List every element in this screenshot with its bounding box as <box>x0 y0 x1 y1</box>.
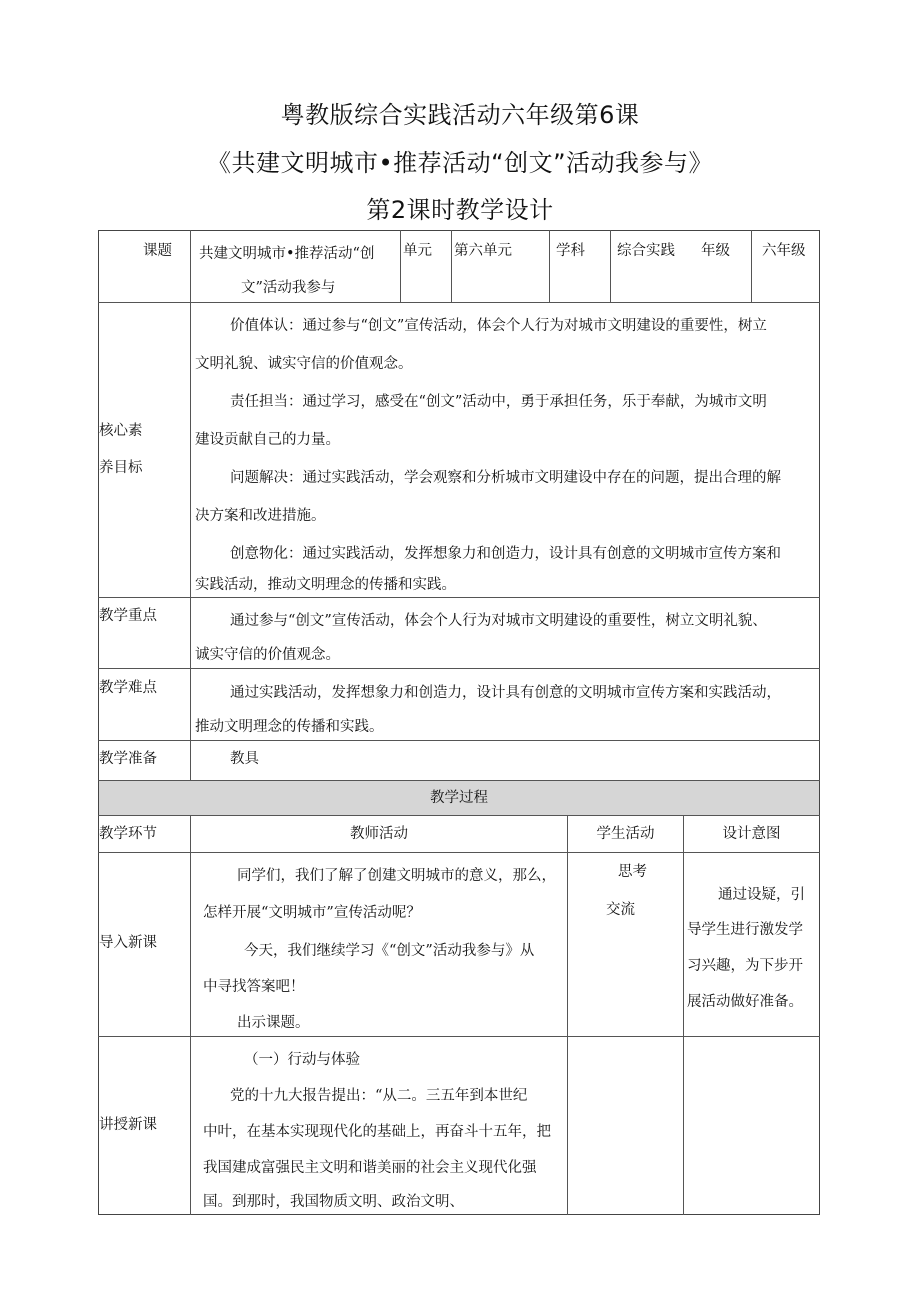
col-rule <box>610 230 611 302</box>
row-rule <box>98 302 820 303</box>
intro-intent-line: 习兴趣，为下步开 <box>687 958 803 974</box>
intro-teacher-line: 怎样开展“文明城市”宣传活动呢？ <box>203 905 421 921</box>
intro-stage: 导入新课 <box>99 935 157 951</box>
prep-label: 教学准备 <box>99 751 157 767</box>
document-title-line2: 《共建文明城市•推荐活动“创文”活动我参与》 <box>206 149 714 177</box>
col-header-teacher: 教师活动 <box>350 826 408 842</box>
col-rule <box>549 230 550 302</box>
core-label-line2: 养目标 <box>99 460 143 476</box>
lecture-teacher-line: （一）行动与体验 <box>244 1052 360 1068</box>
subject-value: 综合实践 <box>617 243 675 259</box>
core-goal-line: 建设贡献自己的力量。 <box>195 432 340 448</box>
intro-teacher-line: 出示课题。 <box>237 1015 310 1031</box>
document-title-line3: 第2课时教学设计 <box>366 196 554 224</box>
col-rule <box>190 230 191 302</box>
intro-student-line2: 交流 <box>606 902 635 918</box>
label-topic: 课题 <box>143 243 172 259</box>
label-subject: 学科 <box>556 243 585 259</box>
topic-value-line2: 文”活动我参与 <box>241 280 336 296</box>
core-goal-line: 责任担当：通过学习，感受在“创文”活动中，勇于承担任务，乐于奉献，为城市文明 <box>230 394 767 410</box>
intro-intent-line: 通过设疑，引 <box>718 887 805 903</box>
process-banner: 教学过程 <box>430 790 488 806</box>
grade-value: 六年级 <box>762 243 806 259</box>
col-rule <box>751 230 752 302</box>
core-goal-line: 决方案和改进措施。 <box>195 508 326 524</box>
col-rule <box>451 230 452 302</box>
core-goal-line: 实践活动，推动文明理念的传播和实践。 <box>195 577 456 593</box>
lecture-teacher-line: 国。到那时，我国物质文明、政治文明、 <box>203 1194 464 1210</box>
col-rule <box>400 230 401 302</box>
key-point-label: 教学重点 <box>99 608 157 624</box>
core-goal-line: 问题解决：通过实践活动，学会观察和分析城市文明建设中存在的问题，提出合理的解 <box>230 470 781 486</box>
col-rule <box>190 815 191 1215</box>
lecture-teacher-line: 党的十九大报告提出：“从二。三五年到本世纪 <box>230 1088 528 1104</box>
intro-intent-line: 导学生进行激发学 <box>687 922 803 938</box>
lecture-teacher-line: 中叶，在基本实现现代化的基础上，再奋斗十五年，把 <box>203 1124 551 1140</box>
intro-teacher-line: 中寻找答案吧！ <box>203 979 305 995</box>
core-label-line1: 核心素 <box>99 423 143 439</box>
label-grade: 年级 <box>701 243 730 259</box>
difficulty-line2: 推动文明理念的传播和实践。 <box>195 719 384 735</box>
intro-student-line1: 思考 <box>618 864 647 880</box>
topic-value-line1: 共建文明城市•推荐活动“创 <box>199 246 375 262</box>
difficulty-line1: 通过实践活动，发挥想象力和创造力，设计具有创意的文明城市宣传方案和实践活动， <box>230 685 781 701</box>
lecture-teacher-line: 我国建成富强民主文明和谐美丽的社会主义现代化强 <box>203 1160 537 1176</box>
core-goal-line: 文明礼貌、诚实守信的价值观念。 <box>195 356 413 372</box>
core-goal-line: 创意物化：通过实践活动，发挥想象力和创造力，设计具有创意的文明城市宣传方案和 <box>230 546 781 562</box>
prep-value: 教具 <box>230 751 259 767</box>
row-rule <box>98 1036 820 1037</box>
col-rule <box>190 302 191 780</box>
intro-teacher-line: 同学们，我们了解了创建文明城市的意义，那么， <box>237 868 556 884</box>
lecture-stage: 讲授新课 <box>99 1117 157 1133</box>
label-unit: 单元 <box>403 243 432 259</box>
col-rule <box>567 815 568 1215</box>
col-header-student: 学生活动 <box>596 826 655 842</box>
key-point-line2: 诚实守信的价值观念。 <box>195 647 340 663</box>
key-point-line1: 通过参与“创文”宣传活动，体会个人行为对城市文明建设的重要性，树立文明礼貌、 <box>230 613 767 629</box>
intro-intent-line: 展活动做好准备。 <box>687 994 803 1010</box>
intro-teacher-line: 今天，我们继续学习《“创文”活动我参与》从 <box>244 943 535 959</box>
unit-value: 第六单元 <box>454 243 512 259</box>
col-header-intent: 设计意图 <box>722 826 781 842</box>
difficulty-label: 教学难点 <box>99 680 157 696</box>
document-title-line1: 粤教版综合实践活动六年级第6课 <box>280 101 640 129</box>
col-header-stage: 教学环节 <box>99 826 157 842</box>
core-goal-line: 价值体认：通过参与“创文”宣传活动，体会个人行为对城市文明建设的重要性，树立 <box>230 318 767 334</box>
col-rule <box>683 815 684 1215</box>
